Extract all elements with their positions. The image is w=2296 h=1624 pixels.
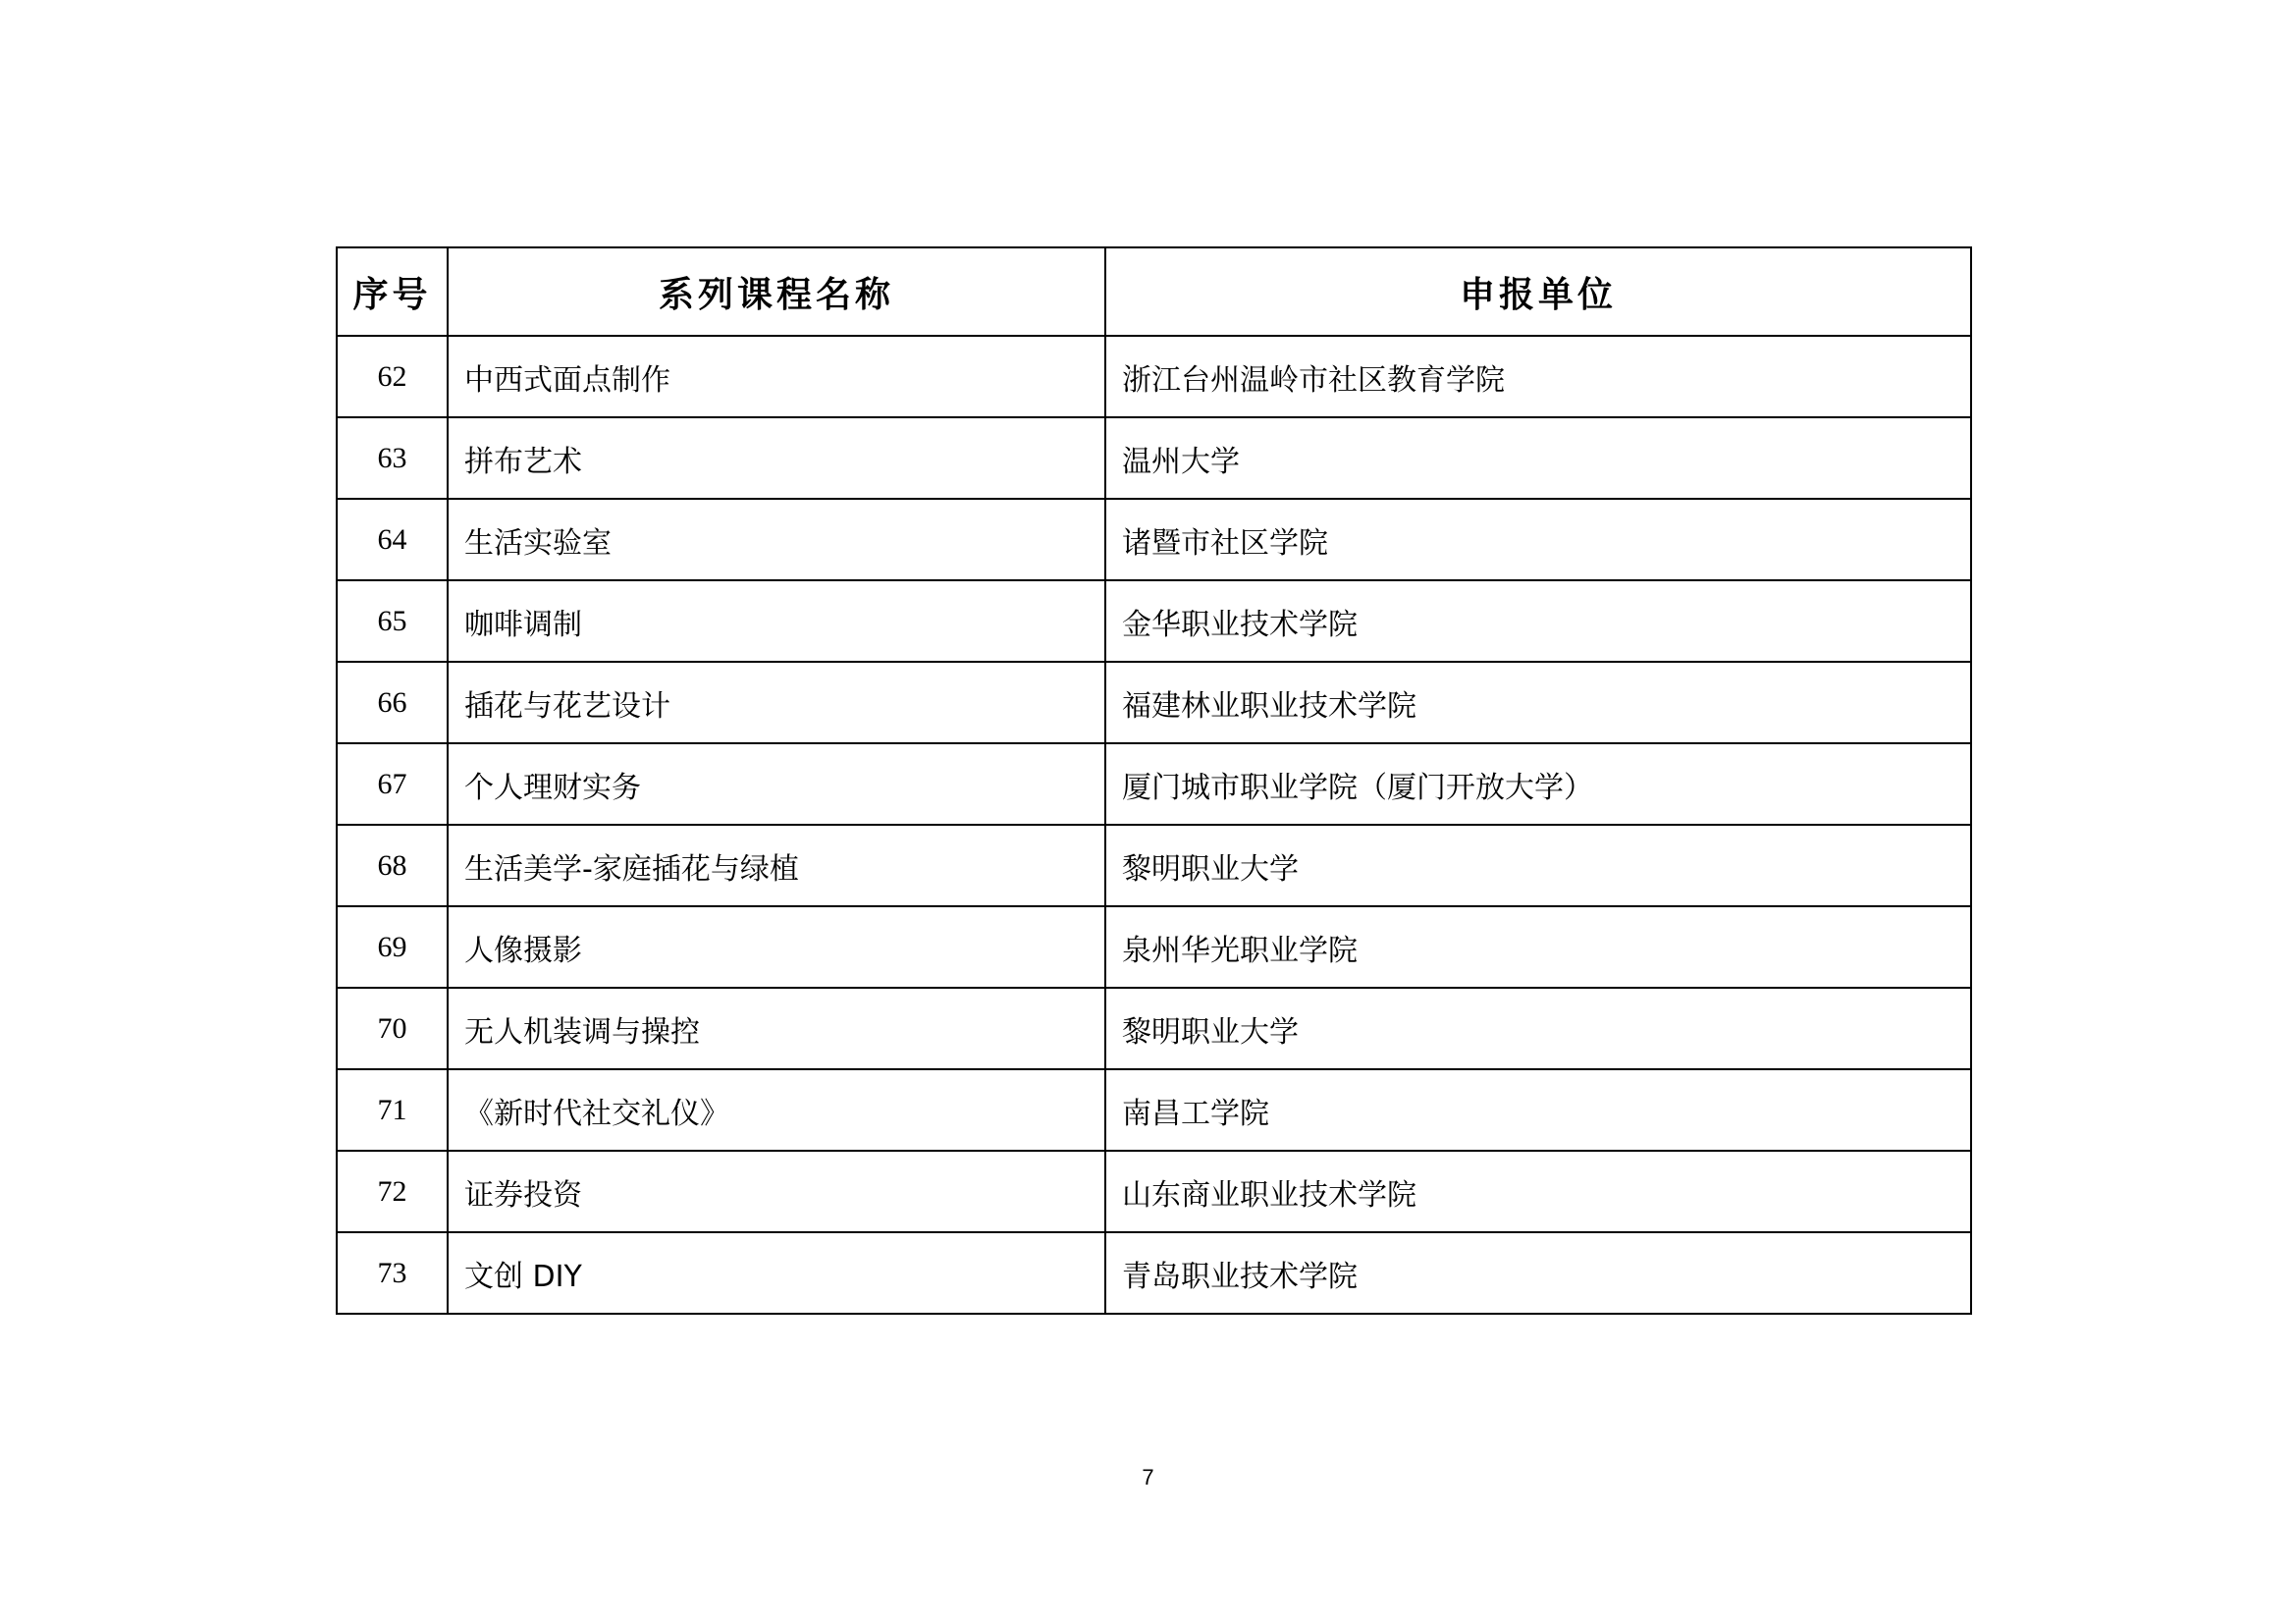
- row-seq: 66: [337, 662, 448, 743]
- row-seq: 68: [337, 825, 448, 906]
- row-unit: 泉州华光职业学院: [1105, 906, 1971, 988]
- table-row: [337, 988, 1971, 1069]
- header-seq: 序号: [337, 247, 448, 336]
- row-course: 插花与花艺设计: [448, 662, 1105, 743]
- table-row: [337, 825, 1971, 906]
- table-row: [337, 336, 1971, 417]
- table-row: [337, 662, 1971, 743]
- row-course: 中西式面点制作: [448, 336, 1105, 417]
- row-seq: 62: [337, 336, 448, 417]
- table-row: [337, 1151, 1971, 1232]
- row-unit: 厦门城市职业学院（厦门开放大学）: [1105, 743, 1971, 825]
- header-applicant-unit: 申报单位: [1105, 247, 1971, 336]
- row-unit: 金华职业技术学院: [1105, 580, 1971, 662]
- row-seq: 67: [337, 743, 448, 825]
- row-unit: 福建林业职业技术学院: [1105, 662, 1971, 743]
- table-row: [337, 417, 1971, 499]
- row-course: 咖啡调制: [448, 580, 1105, 662]
- row-course: 生活美学-家庭插花与绿植: [448, 825, 1105, 906]
- row-seq: 73: [337, 1232, 448, 1314]
- row-course: 文创 DIY: [448, 1232, 1105, 1314]
- row-unit: 浙江台州温岭市社区教育学院: [1105, 336, 1971, 417]
- row-course: 生活实验室: [448, 499, 1105, 580]
- row-course: 《新时代社交礼仪》: [448, 1069, 1105, 1151]
- row-unit: 黎明职业大学: [1105, 825, 1971, 906]
- row-seq: 70: [337, 988, 448, 1069]
- page-number: 7: [1142, 1465, 1154, 1489]
- table-row: [337, 1069, 1971, 1151]
- row-seq: 72: [337, 1151, 448, 1232]
- row-course: 证券投资: [448, 1151, 1105, 1232]
- row-unit: 温州大学: [1105, 417, 1971, 499]
- table-row: [337, 906, 1971, 988]
- header-course-name: 系列课程名称: [448, 247, 1105, 336]
- row-seq: 64: [337, 499, 448, 580]
- row-course: 人像摄影: [448, 906, 1105, 988]
- row-seq: 63: [337, 417, 448, 499]
- row-seq: 69: [337, 906, 448, 988]
- table-body: [337, 336, 1971, 1314]
- row-course: 无人机装调与操控: [448, 988, 1105, 1069]
- row-unit: 黎明职业大学: [1105, 988, 1971, 1069]
- row-course: 拼布艺术: [448, 417, 1105, 499]
- table-row: [337, 499, 1971, 580]
- row-course: 个人理财实务: [448, 743, 1105, 825]
- header-row: [337, 247, 1971, 336]
- course-table: [336, 246, 1972, 1315]
- row-unit: 山东商业职业技术学院: [1105, 1151, 1971, 1232]
- row-unit: 南昌工学院: [1105, 1069, 1971, 1151]
- row-unit: 青岛职业技术学院: [1105, 1232, 1971, 1314]
- table-header: [337, 247, 1971, 336]
- table-row: [337, 580, 1971, 662]
- table-row: [337, 743, 1971, 825]
- row-unit: 诸暨市社区学院: [1105, 499, 1971, 580]
- table-row: [337, 1232, 1971, 1314]
- row-seq: 71: [337, 1069, 448, 1151]
- row-seq: 65: [337, 580, 448, 662]
